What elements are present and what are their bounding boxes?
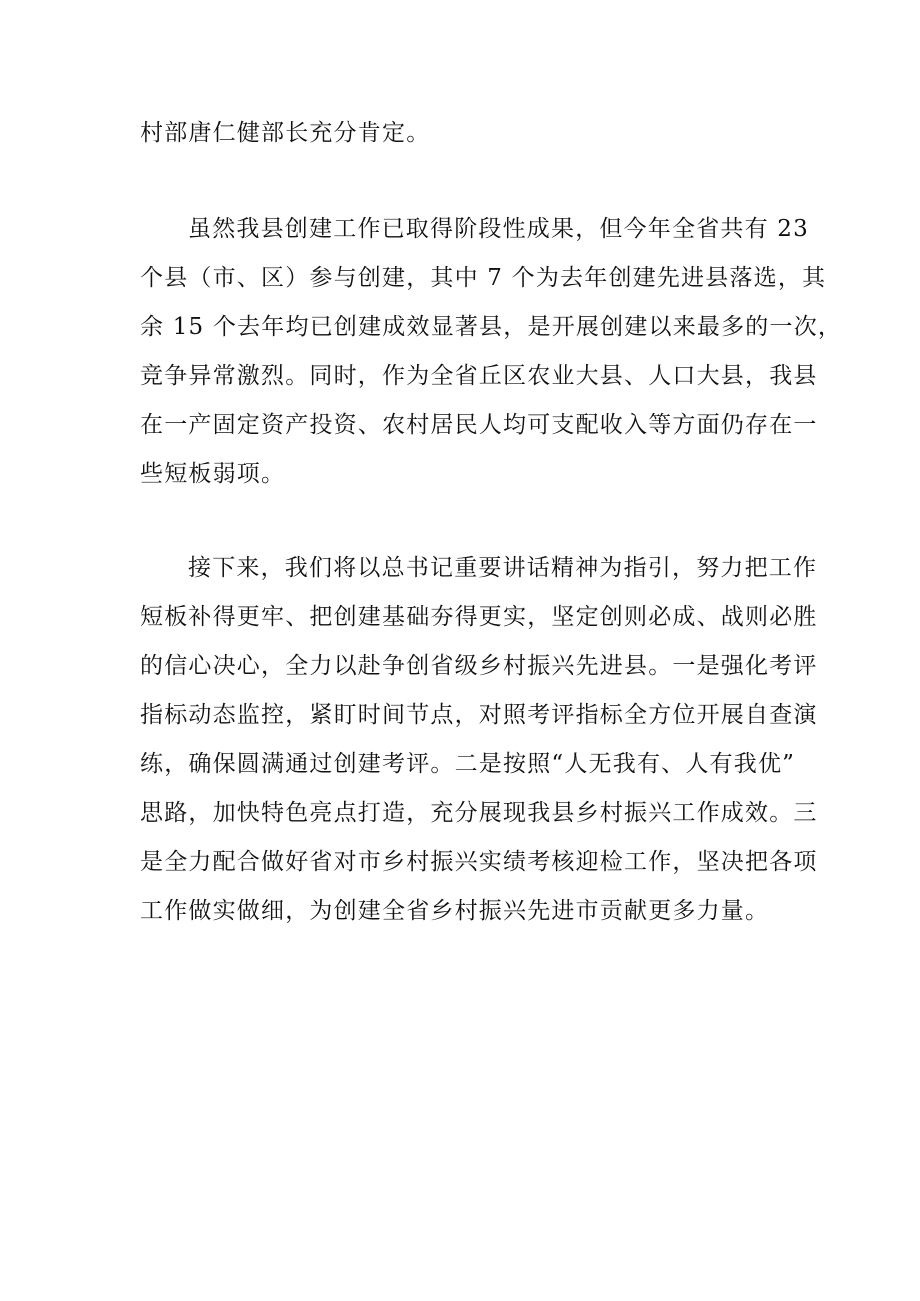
text-line: 思路，加快特色亮点打造，充分展现我县乡村振兴工作成效。三	[140, 800, 818, 826]
text-line: 些短板弱项。	[140, 461, 286, 487]
text-line: 在一产固定资产投资、农村居民人均可支配收入等方面仍存在一	[140, 412, 818, 438]
text-line: 余 15 个去年均已创建成效显著县，是开展创建以来最多的一次，	[140, 314, 843, 340]
text-line: 的信心决心，全力以赴争创省级乡村振兴先进县。一是强化考评	[140, 653, 818, 679]
text-line: 练，确保圆满通过创建考评。二是按照“人无我有、人有我优”	[140, 751, 796, 777]
text-line: 短板补得更牢、把创建基础夯得更实，坚定创则必成、战则必胜	[140, 604, 818, 630]
text-line: 竞争异常激烈。同时，作为全省丘区农业大县、人口大县，我县	[140, 363, 818, 389]
text-line: 个县（市、区）参与创建，其中 7 个为去年创建先进县落选，其	[140, 265, 827, 291]
text-line: 虽然我县创建工作已取得阶段性成果，但今年全省共有 23	[188, 216, 809, 242]
text-line: 指标动态监控，紧盯时间节点，对照考评指标全方位开展自查演	[140, 702, 818, 728]
text-line: 是全力配合做好省对市乡村振兴实绩考核迎检工作，坚决把各项	[140, 849, 818, 875]
text-line: 接下来，我们将以总书记重要讲话精神为指引，努力把工作	[188, 555, 818, 581]
text-line: 村部唐仁健部长充分肯定。	[140, 120, 431, 146]
text-line: 工作做实做细，为创建全省乡村振兴先进市贡献更多力量。	[140, 898, 770, 924]
